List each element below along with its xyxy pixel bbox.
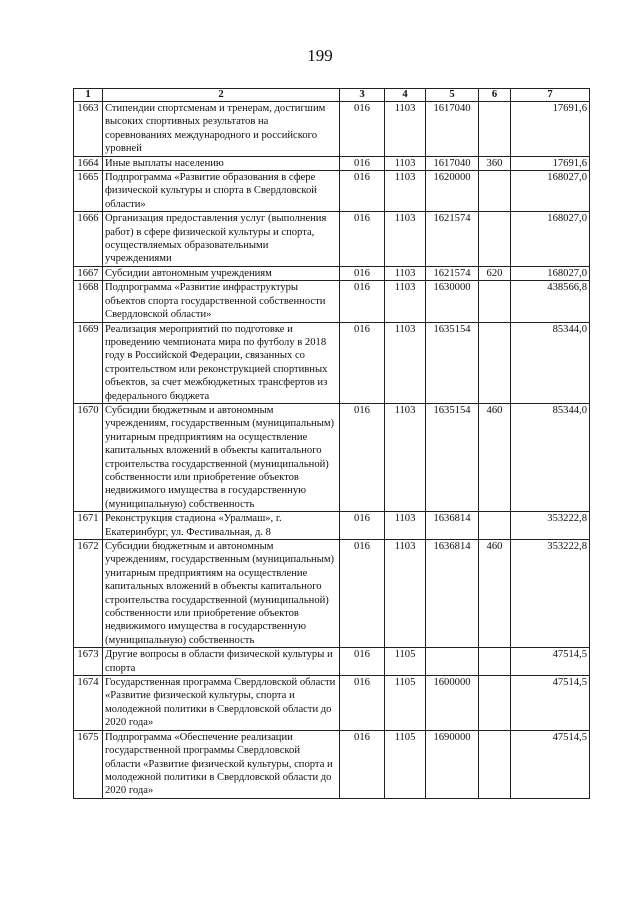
row-expense-type xyxy=(479,212,511,267)
row-name: Другие вопросы в области физической культуры и спорта xyxy=(103,648,340,676)
row-amount: 47514,5 xyxy=(511,730,590,798)
row-target-code: 1617040 xyxy=(426,156,479,170)
row-number: 1663 xyxy=(74,102,103,157)
column-header: 3 xyxy=(340,89,385,102)
row-number: 1674 xyxy=(74,676,103,731)
row-target-code: 1635154 xyxy=(426,322,479,403)
table-row xyxy=(74,540,590,648)
row-section-code: 1103 xyxy=(385,540,426,648)
table-row xyxy=(74,403,590,511)
row-section-code: 1103 xyxy=(385,281,426,322)
row-admin-code: 016 xyxy=(340,512,385,540)
row-name: Подпрограмма «Развитие образования в сфере физической культуры и спорта в Свердловской области» xyxy=(103,171,340,212)
row-expense-type xyxy=(479,102,511,157)
row-amount: 353222,8 xyxy=(511,540,590,648)
row-admin-code: 016 xyxy=(340,648,385,676)
column-header: 1 xyxy=(74,89,103,102)
table-header-row xyxy=(74,89,590,102)
row-expense-type xyxy=(479,281,511,322)
table-row xyxy=(74,266,590,280)
row-admin-code: 016 xyxy=(340,156,385,170)
row-amount: 168027,0 xyxy=(511,266,590,280)
row-section-code: 1103 xyxy=(385,212,426,267)
row-number: 1664 xyxy=(74,156,103,170)
table-row xyxy=(74,730,590,798)
row-number: 1669 xyxy=(74,322,103,403)
page-number: 199 xyxy=(307,46,333,65)
row-admin-code: 016 xyxy=(340,171,385,212)
row-expense-type xyxy=(479,322,511,403)
row-name: Реализация мероприятий по подготовке и проведению чемпионата мира по футболу в 2018 году в Российской Федерации, связанных со строительством или реконструкцией спортивных объектов, за счет межбюджетных трансфертов из федерального бюджета xyxy=(103,322,340,403)
table-row xyxy=(74,102,590,157)
row-amount: 17691,6 xyxy=(511,102,590,157)
row-number: 1668 xyxy=(74,281,103,322)
row-name: Организация предоставления услуг (выполнения работ) в сфере физической культуры и спорта, осуществляемых образовательными учреждениями xyxy=(103,212,340,267)
table-row xyxy=(74,171,590,212)
row-amount: 17691,6 xyxy=(511,156,590,170)
row-name: Государственная программа Свердловской области «Развитие физической культуры, спорта и молодежной политики в Свердловской области до 2020 года» xyxy=(103,676,340,731)
row-target-code: 1620000 xyxy=(426,171,479,212)
row-number: 1665 xyxy=(74,171,103,212)
row-target-code: 1617040 xyxy=(426,102,479,157)
row-number: 1671 xyxy=(74,512,103,540)
row-admin-code: 016 xyxy=(340,212,385,267)
row-section-code: 1105 xyxy=(385,730,426,798)
row-admin-code: 016 xyxy=(340,403,385,511)
row-target-code: 1636814 xyxy=(426,512,479,540)
row-section-code: 1103 xyxy=(385,403,426,511)
table-row xyxy=(74,322,590,403)
row-amount: 47514,5 xyxy=(511,676,590,731)
row-target-code: 1600000 xyxy=(426,676,479,731)
row-expense-type xyxy=(479,171,511,212)
row-target-code: 1621574 xyxy=(426,266,479,280)
row-section-code: 1105 xyxy=(385,648,426,676)
row-name: Субсидии бюджетным и автономным учреждениям, государственным (муниципальным) унитарным предприятиям на осуществление капитальных вложений в объекты капитального строительства государственной (муниципальной) собственности или приобретение объектов недвижимого имущества в государственную (муниципальную) собственность xyxy=(103,403,340,511)
row-name: Субсидии бюджетным и автономным учреждениям, государственным (муниципальным) унитарным предприятиям на осуществление капитальных вложений в объекты капитального строительства государственной (муниципальной) собственности или приобретение объектов недвижимого имущества в государственную (муниципальную) собственность xyxy=(103,540,340,648)
row-expense-type xyxy=(479,730,511,798)
row-section-code: 1103 xyxy=(385,322,426,403)
column-header: 6 xyxy=(479,89,511,102)
row-number: 1670 xyxy=(74,403,103,511)
row-name: Субсидии автономным учреждениям xyxy=(103,266,340,280)
row-number: 1675 xyxy=(74,730,103,798)
row-admin-code: 016 xyxy=(340,730,385,798)
row-expense-type xyxy=(479,676,511,731)
table-row xyxy=(74,212,590,267)
row-section-code: 1105 xyxy=(385,676,426,731)
row-target-code: 1635154 xyxy=(426,403,479,511)
row-expense-type: 360 xyxy=(479,156,511,170)
budget-table xyxy=(73,88,590,799)
table-row xyxy=(74,648,590,676)
row-section-code: 1103 xyxy=(385,512,426,540)
row-expense-type: 620 xyxy=(479,266,511,280)
row-target-code xyxy=(426,648,479,676)
row-admin-code: 016 xyxy=(340,322,385,403)
table-row xyxy=(74,676,590,731)
row-target-code: 1636814 xyxy=(426,540,479,648)
table-body xyxy=(74,102,590,799)
row-number: 1667 xyxy=(74,266,103,280)
table-row xyxy=(74,512,590,540)
row-section-code: 1103 xyxy=(385,171,426,212)
table-row xyxy=(74,281,590,322)
row-name: Иные выплаты населению xyxy=(103,156,340,170)
column-header: 5 xyxy=(426,89,479,102)
row-admin-code: 016 xyxy=(340,266,385,280)
row-name: Подпрограмма «Развитие инфраструктуры объектов спорта государственной собственности Свердловской области» xyxy=(103,281,340,322)
row-admin-code: 016 xyxy=(340,676,385,731)
row-section-code: 1103 xyxy=(385,266,426,280)
row-target-code: 1630000 xyxy=(426,281,479,322)
column-header: 2 xyxy=(103,89,340,102)
row-amount: 438566,8 xyxy=(511,281,590,322)
row-number: 1673 xyxy=(74,648,103,676)
row-name: Реконструкция стадиона «Уралмаш», г. Екатеринбург, ул. Фестивальная, д. 8 xyxy=(103,512,340,540)
row-amount: 168027,0 xyxy=(511,212,590,267)
row-section-code: 1103 xyxy=(385,102,426,157)
row-section-code: 1103 xyxy=(385,156,426,170)
row-expense-type: 460 xyxy=(479,403,511,511)
row-name: Стипендии спортсменам и тренерам, достигшим высоких спортивных результатов на соревнованиях международного и российского уровней xyxy=(103,102,340,157)
row-admin-code: 016 xyxy=(340,540,385,648)
table-row xyxy=(74,156,590,170)
row-amount: 47514,5 xyxy=(511,648,590,676)
row-name: Подпрограмма «Обеспечение реализации государственной программы Свердловской области «Развитие физической культуры, спорта и молодежной политики в Свердловской области до 2020 года» xyxy=(103,730,340,798)
row-amount: 353222,8 xyxy=(511,512,590,540)
row-target-code: 1621574 xyxy=(426,212,479,267)
row-number: 1666 xyxy=(74,212,103,267)
row-amount: 85344,0 xyxy=(511,322,590,403)
column-header: 4 xyxy=(385,89,426,102)
row-number: 1672 xyxy=(74,540,103,648)
row-amount: 85344,0 xyxy=(511,403,590,511)
row-admin-code: 016 xyxy=(340,102,385,157)
row-expense-type xyxy=(479,648,511,676)
row-admin-code: 016 xyxy=(340,281,385,322)
row-expense-type xyxy=(479,512,511,540)
row-amount: 168027,0 xyxy=(511,171,590,212)
row-target-code: 1690000 xyxy=(426,730,479,798)
row-expense-type: 460 xyxy=(479,540,511,648)
column-header: 7 xyxy=(511,89,590,102)
